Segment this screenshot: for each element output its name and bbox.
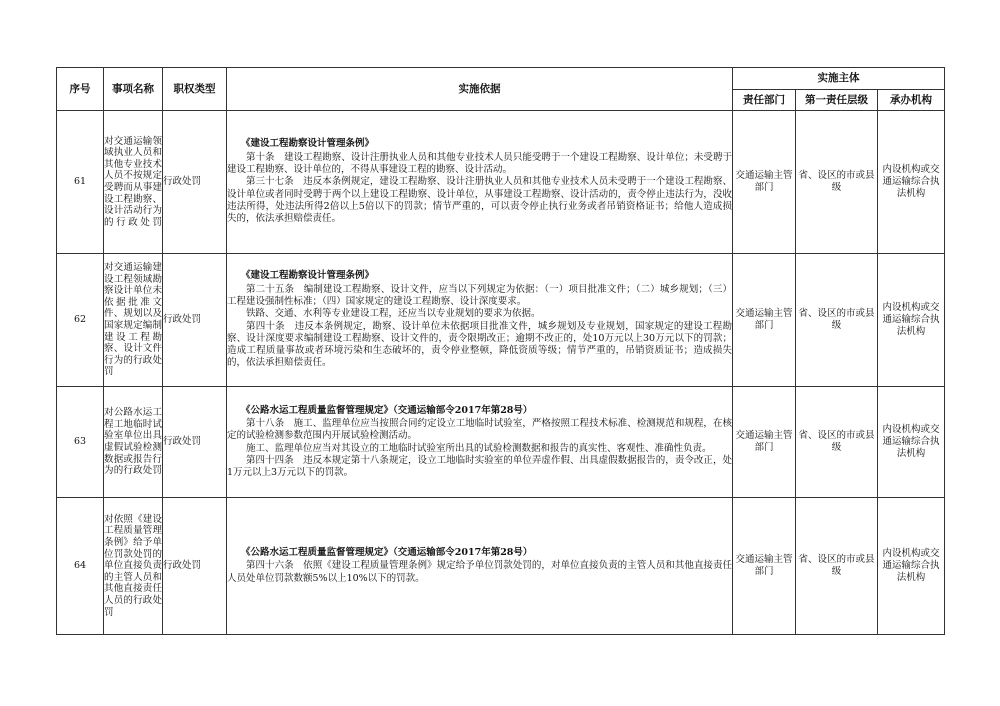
- responsibility-level: 省、设区的市或县级: [796, 387, 878, 498]
- responsible-dept: 交通运输主管部门: [733, 498, 796, 635]
- basis-paragraph: 第四十四条 违反本规定第十八条规定，设立工地临时实验室的单位弄虚作假、出具虚假数据报告的，责令改正，处1万元以上3万元以下的罚款。: [227, 454, 732, 479]
- responsibility-level: 省、设区的市或县级: [796, 498, 878, 635]
- legal-basis: [227, 387, 733, 498]
- basis-paragraph: 施工、监理单位应当对其设立的工地临时试验室所出具的试验检测数据和报告的真实性、客观性、准确性负责。: [246, 442, 712, 454]
- handling-org: 内设机构或交通运输综合执法机构: [878, 387, 945, 498]
- basis-paragraph: 铁路、交通、水利等专业建设工程，还应当以专业规划的要求为依据。: [246, 308, 541, 320]
- basis-paragraph: 第三十七条 违反本条例规定，建设工程勘察、设计注册执业人员和其他专业技术人员未受聘于一个建设工程勘察、设计单位或者同时受聘于两个以上建设工程勘察、设计单位，从事建设工程勘察、设计活动的，责令停止违法行为，没收违法所得，处违法所得2倍以上5倍以下的罚款；情节严重的，可以责令停止执行业务或者吊销资格证书；给他人造成损失的，依法承担赔偿责任。: [227, 176, 732, 225]
- header-basis: 实施依据: [227, 68, 733, 111]
- basis-paragraph: 第二十五条 编制建设工程勘察、设计文件，应当以下列规定为依据：（一）项目批准文件；（二）城乡规划；（三）工程建设强制性标准；（四）国家规定的建设工程勘察、设计深度要求。: [227, 283, 732, 307]
- table-row: [57, 254, 945, 387]
- item-name: 对交通运输领域执业人员和其他专业技术人员不按规定受聘而从事建设工程勘察、设计活动行为的行政处罚: [104, 111, 163, 254]
- row-no: 64: [57, 498, 104, 635]
- header-subject: 实施主体: [733, 68, 945, 90]
- legal-basis: [227, 111, 733, 254]
- law-title: 《公路水运工程质量监督管理规定》（交通运输部令2017年第28号）: [241, 404, 533, 416]
- power-type: 行政处罚: [163, 254, 227, 387]
- handling-org: 内设机构或交通运输综合执法机构: [878, 254, 945, 387]
- row-no: 61: [57, 111, 104, 254]
- enforcement-table: [56, 67, 945, 635]
- header-level: 第一责任层级: [796, 90, 878, 111]
- basis-paragraph: 第十八条 施工、监理单位应当按照合同约定设立工地临时试验室，严格按照工程技术标准、检测规范和规程，在核定的试验检测参数范围内开展试验检测活动。: [227, 417, 732, 442]
- power-type: 行政处罚: [163, 111, 227, 254]
- law-title: 《建设工程勘察设计管理条例》: [241, 138, 375, 150]
- item-name: 对交通运输建设工程领域勘察设计单位未依据批准文件、规划以及国家规定编制建设工程勘察、设计文件行为的行政处罚: [104, 254, 163, 387]
- table-row: [57, 387, 945, 498]
- handling-org: 内设机构或交通运输综合执法机构: [878, 111, 945, 254]
- responsible-dept: 交通运输主管部门: [733, 111, 796, 254]
- responsibility-level: 省、设区的市或县级: [796, 111, 878, 254]
- law-title: 《建设工程勘察设计管理条例》: [241, 270, 375, 282]
- legal-basis: [227, 498, 733, 635]
- row-no: 62: [57, 254, 104, 387]
- header-dept: 责任部门: [733, 90, 796, 111]
- responsible-dept: 交通运输主管部门: [733, 387, 796, 498]
- legal-basis: [227, 254, 733, 387]
- basis-paragraph: 第十条 建设工程勘察、设计注册执业人员和其他专业技术人员只能受聘于一个建设工程勘察、设计单位；未受聘于建设工程勘察、设计单位的，不得从事建设工程的勘察、设计活动。: [227, 151, 732, 176]
- item-name: 对依照《建设工程质量管理条例》给予单位罚款处罚的单位直接负责的主管人员和其他直接责任人员的行政处罚: [104, 498, 163, 635]
- row-no: 63: [57, 387, 104, 498]
- table-row: [57, 111, 945, 254]
- law-title: 《公路水运工程质量监督管理规定》（交通运输部令2017年第28号）: [241, 547, 533, 559]
- basis-paragraph: 第四十条 违反本条例规定，勘察、设计单位未依据项目批准文件，城乡规划及专业规划，国家规定的建设工程勘察、设计深度要求编制建设工程勘察、设计文件的，责令限期改正；逾期不改正的，处10万元以上30万元以下的罚款；造成工程质量事故或者环境污染和生态破坏的，责令停业整顿，降低资质等级；情节严重的，吊销资质证书；造成损失的，依法承担赔偿责任。: [227, 320, 732, 369]
- responsibility-level: 省、设区的市或县级: [796, 254, 878, 387]
- header-name: 事项名称: [104, 68, 163, 111]
- header-type: 职权类型: [163, 68, 227, 111]
- item-name: 对公路水运工程工地临时试验室单位出具虚假试验检测数据或报告行为的行政处罚: [104, 387, 163, 498]
- power-type: 行政处罚: [163, 498, 227, 635]
- basis-paragraph: 第四十六条 依照《建设工程质量管理条例》规定给予单位罚款处罚的，对单位直接负责的主管人员和其他直接责任人员处单位罚款数额5%以上10%以下的罚款。: [227, 560, 732, 584]
- power-type: 行政处罚: [163, 387, 227, 498]
- table-row: [57, 498, 945, 635]
- header-org: 承办机构: [878, 90, 945, 111]
- header-no: 序号: [57, 68, 104, 111]
- responsible-dept: 交通运输主管部门: [733, 254, 796, 387]
- handling-org: 内设机构或交通运输综合执法机构: [878, 498, 945, 635]
